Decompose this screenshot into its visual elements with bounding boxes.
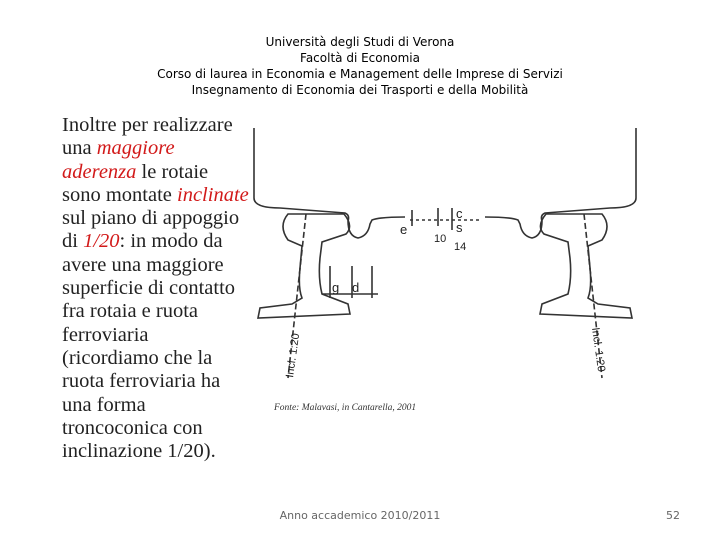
academic-year: Anno accademico 2010/2011 [279, 509, 441, 522]
inclination-left-label: Incl. 1:20 [284, 332, 303, 379]
right-wheel [485, 128, 636, 238]
rail-wheel-diagram [240, 118, 680, 418]
text-line: ferroviaria [62, 323, 149, 346]
text-line: fra rotaia e ruota [62, 300, 199, 323]
page-number: 52 [666, 509, 680, 522]
text-line: sul piano di appoggio [62, 207, 240, 230]
label-d: d [352, 280, 360, 295]
text-line: aderenza le rotaie [62, 160, 209, 183]
faculty-name: Facoltà di Economia [300, 51, 420, 65]
figure-source: Fonte: Malavasi, in Cantarella, 2001 [274, 403, 417, 413]
text-line: sono montate inclinate [62, 183, 249, 206]
body-text [62, 114, 262, 463]
university-name: Università degli Studi di Verona [265, 35, 455, 49]
course-name: Insegnamento di Economia dei Trasporti e della Mobilità [191, 83, 529, 97]
right-rail [540, 214, 632, 318]
text-line: superficie di contatto [62, 277, 236, 300]
text-line: una forma [62, 393, 146, 416]
left-rail [258, 214, 350, 318]
label-14: 14 [454, 241, 467, 253]
degree-course: Corso di laurea in Economia e Management delle Imprese di Servizi [157, 67, 563, 81]
emphasis-text: 1/20 [83, 230, 120, 253]
text-line: inclinazione 1/20). [62, 440, 216, 463]
emphasis-text: aderenza [62, 160, 137, 183]
text-line: di 1/20: in modo da [62, 230, 223, 253]
emphasis-text: maggiore [96, 137, 175, 160]
text-line: (ricordiamo che la [62, 346, 213, 369]
slide-header [0, 34, 720, 98]
text-line: ruota ferroviaria ha [62, 370, 221, 393]
text-line: avere una maggiore [62, 253, 224, 276]
emphasis-text: inclinate [177, 183, 249, 206]
inclination-right-label: Incl. 1:20 [589, 326, 608, 373]
left-wheel [254, 128, 408, 238]
label-g: g [332, 280, 340, 295]
text-line: una maggiore [62, 137, 175, 160]
text-line: Inoltre per realizzare [62, 114, 233, 136]
label-s: s [456, 220, 463, 235]
label-c: c [456, 206, 463, 221]
label-e: e [400, 222, 408, 237]
label-10: 10 [434, 233, 447, 245]
text-line: troncoconica con [62, 416, 203, 439]
